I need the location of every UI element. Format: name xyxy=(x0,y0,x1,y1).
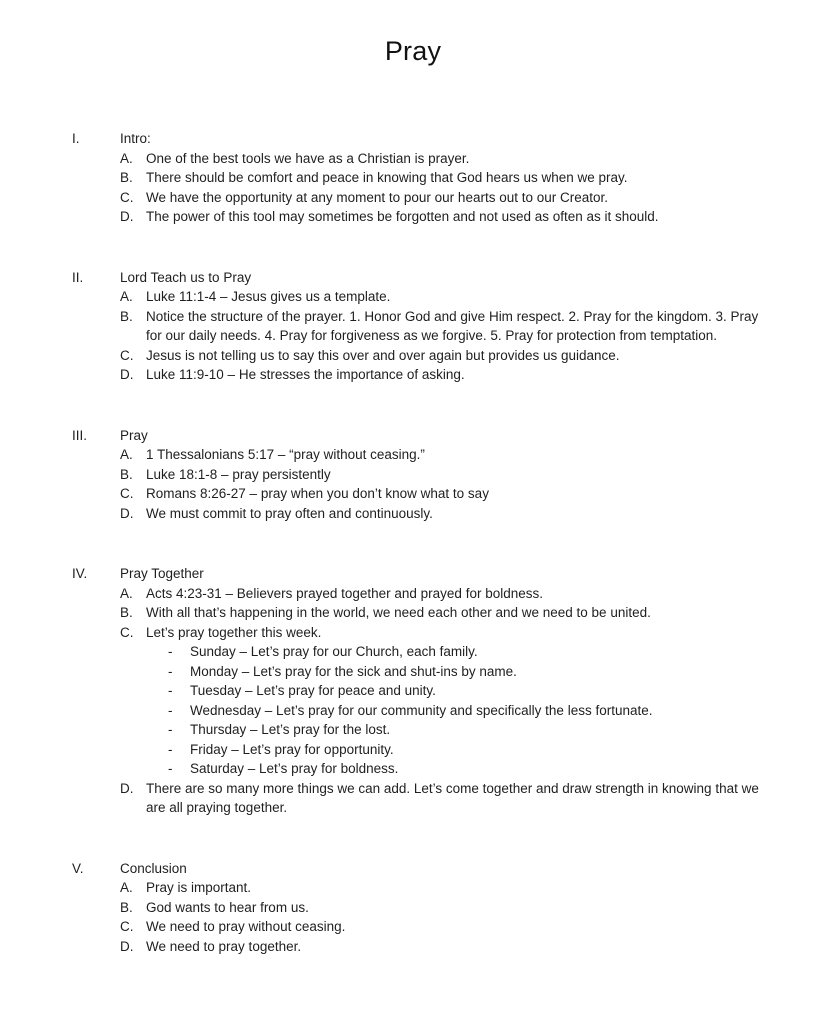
outline-item xyxy=(120,878,768,898)
section-intro xyxy=(72,129,768,227)
section-numeral: III. xyxy=(72,427,88,443)
dash-bullet: - xyxy=(168,702,173,718)
weekday-item-saturday xyxy=(166,759,768,779)
item-text: Acts 4:23-31 – Believers prayed together and prayed for boldness. xyxy=(146,585,543,601)
outline-item xyxy=(120,623,768,643)
dash-bullet: - xyxy=(168,761,173,776)
weekday-item-thursday xyxy=(166,720,768,740)
subitem-text: Friday – Let’s pray for opportunity. xyxy=(190,741,394,757)
subitem-text: Saturday – Let’s pray for boldness. xyxy=(190,761,399,776)
item-label: D. xyxy=(120,367,134,382)
item-text: There are so many more things we can add. Let’s come together and draw strength in knowing that we are all praying together. xyxy=(146,780,759,815)
item-label: A. xyxy=(120,289,133,304)
section-heading-row xyxy=(72,426,768,446)
section-lord-teach-us-to-pray xyxy=(72,268,768,385)
item-text: 1 Thessalonians 5:17 – “pray without ceasing.” xyxy=(146,447,425,462)
item-label: C. xyxy=(120,486,134,501)
item-label: D. xyxy=(120,209,134,224)
section-heading-row xyxy=(72,564,768,584)
outline-item xyxy=(120,779,768,818)
subitem-text: Wednesday – Let’s pray for our community and specifically the less fortunate. xyxy=(190,702,653,718)
item-text: With all that’s happening in the world, we need each other and we need to be united. xyxy=(146,605,651,620)
outline-item xyxy=(120,898,768,918)
dash-bullet: - xyxy=(168,644,173,659)
outline-item xyxy=(120,584,768,604)
item-text: There should be comfort and peace in knowing that God hears us when we pray. xyxy=(146,170,628,185)
outline-item xyxy=(120,504,768,524)
outline-item xyxy=(120,465,768,485)
section-pray-together xyxy=(72,564,768,818)
weekday-item-friday xyxy=(166,740,768,760)
item-text: Romans 8:26-27 – pray when you don’t know what to say xyxy=(146,486,489,501)
item-label: D. xyxy=(120,780,134,796)
subitem-text: Sunday – Let’s pray for our Church, each family. xyxy=(190,644,478,659)
item-label: A. xyxy=(120,585,133,601)
section-heading-row xyxy=(72,129,768,149)
outline-item xyxy=(120,346,768,366)
item-label: C. xyxy=(120,347,134,363)
outline-item xyxy=(120,207,768,227)
item-label: C. xyxy=(120,919,134,934)
weekday-item-tuesday xyxy=(166,681,768,701)
weekday-prayer-list xyxy=(166,642,768,779)
dash-bullet: - xyxy=(168,722,173,737)
item-label: A. xyxy=(120,880,133,895)
subitem-text: Tuesday – Let’s pray for peace and unity. xyxy=(190,683,436,698)
item-label: B. xyxy=(120,308,133,324)
outline-item xyxy=(120,149,768,169)
section-numeral: V. xyxy=(72,860,84,876)
section-heading: Pray Together xyxy=(120,566,204,581)
item-label: B. xyxy=(120,899,133,915)
outline-item xyxy=(120,188,768,208)
outline-item xyxy=(120,168,768,188)
subitem-text: Monday – Let’s pray for the sick and shut-ins by name. xyxy=(190,663,517,679)
section-items xyxy=(120,287,768,385)
section-numeral: IV. xyxy=(72,566,88,581)
section-pray xyxy=(72,426,768,524)
section-items xyxy=(120,149,768,227)
section-heading-row xyxy=(72,268,768,288)
section-conclusion xyxy=(72,859,768,957)
item-text: Pray is important. xyxy=(146,880,252,895)
item-label: A. xyxy=(120,150,133,166)
item-text: We need to pray without ceasing. xyxy=(146,919,346,934)
item-text: Luke 18:1-8 – pray persistently xyxy=(146,466,331,482)
section-items xyxy=(120,445,768,523)
section-heading: Lord Teach us to Pray xyxy=(120,269,252,285)
section-items xyxy=(120,878,768,956)
subitem-text: Thursday – Let’s pray for the lost. xyxy=(190,722,391,737)
item-text: We need to pray together. xyxy=(146,938,302,954)
outline-item xyxy=(120,603,768,623)
item-text: We must commit to pray often and continuously. xyxy=(146,505,433,521)
item-label: B. xyxy=(120,170,133,185)
section-heading: Pray xyxy=(120,427,148,443)
item-label: B. xyxy=(120,605,133,620)
section-heading: Intro: xyxy=(120,131,151,146)
item-label: C. xyxy=(120,189,134,205)
document-title: Pray xyxy=(384,36,442,66)
item-label: A. xyxy=(120,447,133,462)
outline-item xyxy=(120,937,768,957)
weekday-item-sunday xyxy=(166,642,768,662)
section-numeral: II. xyxy=(72,269,84,285)
outline-item xyxy=(120,484,768,504)
section-numeral: I. xyxy=(72,131,80,146)
item-label: C. xyxy=(120,624,134,640)
outline-item xyxy=(120,287,768,307)
weekday-item-monday xyxy=(166,662,768,682)
outline xyxy=(72,129,768,956)
dash-bullet: - xyxy=(168,683,173,698)
dash-bullet: - xyxy=(168,741,173,757)
section-items xyxy=(120,584,768,818)
item-text: We have the opportunity at any moment to pour our hearts out to our Creator. xyxy=(146,189,609,205)
item-text: One of the best tools we have as a Christian is prayer. xyxy=(146,150,470,166)
item-text: Jesus is not telling us to say this over and over again but provides us guidance. xyxy=(146,347,620,363)
outline-item xyxy=(120,917,768,937)
item-label: B. xyxy=(120,466,133,482)
outline-item xyxy=(120,307,768,346)
item-label: D. xyxy=(120,938,134,954)
item-text: Let’s pray together this week. xyxy=(146,624,322,640)
section-heading: Conclusion xyxy=(120,860,187,876)
section-heading-row xyxy=(72,859,768,879)
item-label: D. xyxy=(120,505,134,521)
dash-bullet: - xyxy=(168,663,173,679)
item-text: The power of this tool may sometimes be forgotten and not used as often as it should. xyxy=(146,209,659,224)
outline-item xyxy=(120,365,768,385)
item-text: Luke 11:1-4 – Jesus gives us a template. xyxy=(146,289,391,304)
item-text: God wants to hear from us. xyxy=(146,899,309,915)
item-text: Luke 11:9-10 – He stresses the importance of asking. xyxy=(146,367,465,382)
weekday-item-wednesday xyxy=(166,701,768,721)
item-text: Notice the structure of the prayer. 1. Honor God and give Him respect. 2. Pray for the kingdom. 3. Pray for our daily needs. 4. Pray for forgiveness as we forgive. 5. Pray for protection from temptation. xyxy=(146,308,759,343)
outline-item xyxy=(120,445,768,465)
